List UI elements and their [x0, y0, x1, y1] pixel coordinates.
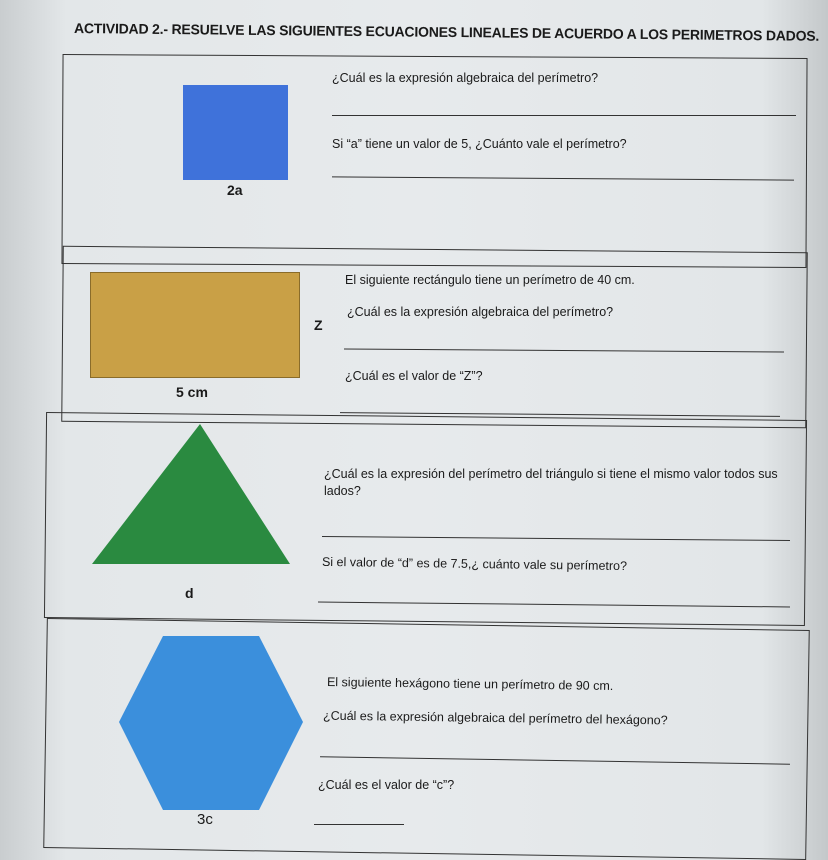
question-1b: Si “a” tiene un valor de 5, ¿Cuánto vale el perímetro?: [332, 137, 627, 151]
question-2a: ¿Cuál es la expresión algebraica del perímetro?: [347, 305, 614, 319]
question-2b: ¿Cuál es el valor de “Z”?: [345, 369, 483, 383]
answer-line-4b[interactable]: [314, 824, 404, 825]
hexagon-shape: [117, 634, 305, 812]
rectangle-width-label: 5 cm: [176, 384, 208, 400]
triangle-side-label: d: [185, 585, 194, 601]
answer-line-1a[interactable]: [332, 115, 796, 116]
hexagon-side-label: 3c: [197, 811, 213, 828]
question-3b: Si el valor de “d” es de 7.5,¿ cuánto vale su perímetro?: [321, 554, 628, 574]
triangle-shape: [90, 422, 292, 566]
question-3a: ¿Cuál es la expresión del perímetro del triángulo si tiene el mismo valor todos sus lados?: [324, 467, 778, 498]
square-shape: [183, 85, 288, 180]
rectangle-shape: [90, 272, 300, 378]
square-side-label: 2a: [227, 182, 243, 198]
rectangle-height-label: Z: [314, 317, 323, 333]
activity-title: ACTIVIDAD 2.- RESUELVE LAS SIGUIENTES ECUACIONES LINEALES DE ACUERDO A LOS PERIMETROS DADOS.: [73, 20, 820, 44]
rectangle-intro: El siguiente rectángulo tiene un perímetro de 40 cm.: [345, 273, 635, 287]
hexagon-intro: El siguiente hexágono tiene un perímetro de 90 cm.: [326, 675, 614, 693]
question-1a: ¿Cuál es la expresión algebraica del perímetro?: [332, 71, 599, 85]
question-4b: ¿Cuál es el valor de “c”?: [318, 778, 455, 792]
question-4a: ¿Cuál es la expresión algebraica del perímetro del hexágono?: [322, 708, 668, 728]
